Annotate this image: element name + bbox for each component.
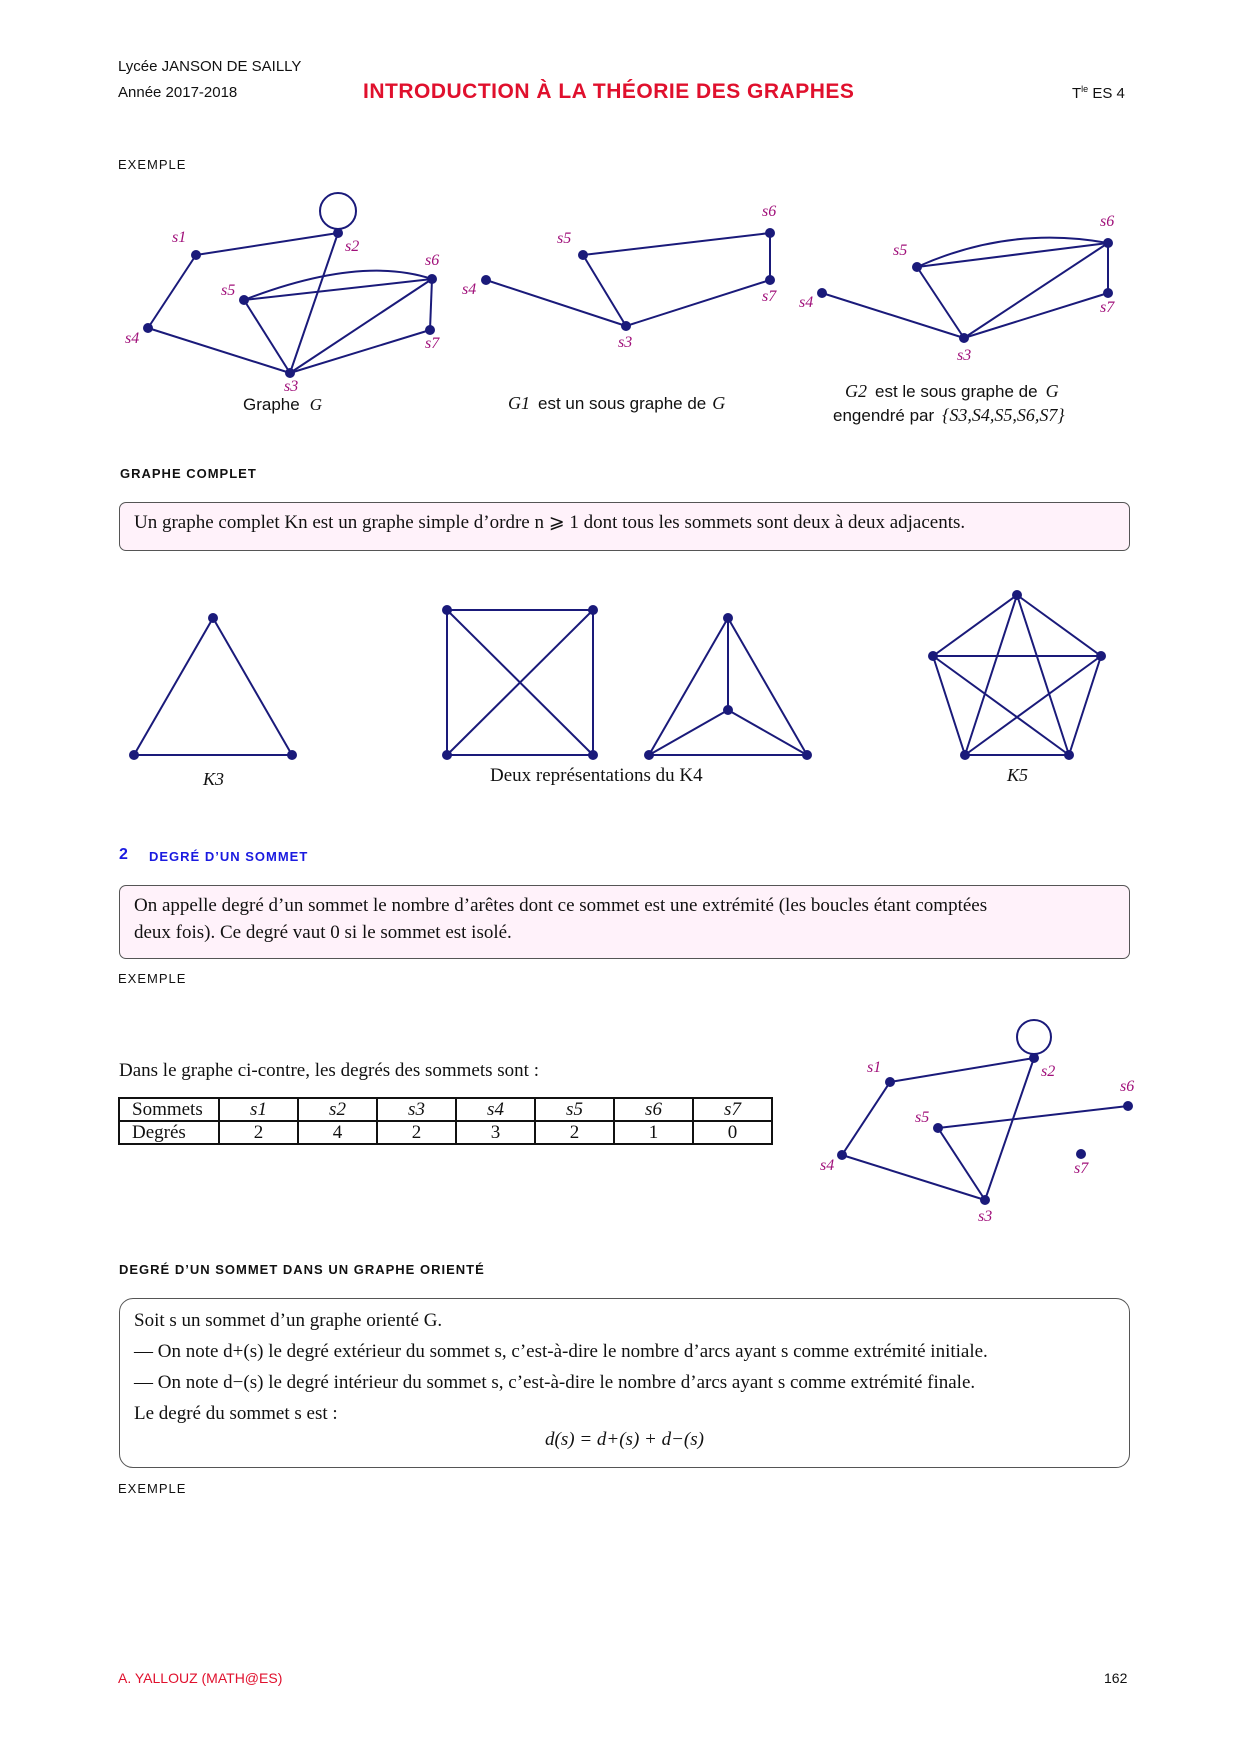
table-cell: s3 bbox=[377, 1098, 456, 1121]
complete-graph-definition-box bbox=[119, 502, 1130, 551]
school-year: Année 2017-2018 bbox=[118, 84, 238, 101]
vertex-label: s2 bbox=[1041, 1063, 1056, 1080]
complete-graph-figures bbox=[0, 580, 1240, 800]
table-header-cell: Degrés bbox=[119, 1121, 219, 1144]
caption-graph-g2-line1: G2 est le sous graphe de G bbox=[845, 381, 1059, 401]
oriented-line4: Le degré du sommet s est : bbox=[134, 1403, 338, 1424]
vertex-label: s4 bbox=[462, 281, 477, 298]
vertex-label: s4 bbox=[820, 1157, 835, 1174]
oriented-line2: — On note d+(s) le degré extérieur du sommet s, c’est-à-dire le nombre d’arcs ayant s comme extrémité initiale. bbox=[134, 1341, 988, 1362]
degree-example-graph bbox=[0, 1010, 1240, 1230]
class-label: $T^{le}$ ES 4 bbox=[1072, 84, 1125, 102]
complete-graph-definition: Un graphe complet Kn est un graphe simple d’ordre n ⩾ 1 dont tous les sommets sont deux à deux adjacents. bbox=[134, 512, 966, 533]
complete-graph-heading: GRAPHE COMPLET bbox=[120, 466, 257, 481]
table-cell: 3 bbox=[456, 1121, 535, 1144]
caption-k4: Deux représentations du K4 bbox=[490, 765, 703, 786]
vertex-label: s4 bbox=[125, 330, 140, 347]
table-cell: s1 bbox=[219, 1098, 298, 1121]
table-cell: 2 bbox=[535, 1121, 614, 1144]
vertex-label: s1 bbox=[867, 1059, 882, 1076]
vertex-label: s7 bbox=[762, 288, 777, 305]
vertex-label: s7 bbox=[1100, 299, 1115, 316]
vertex-label: s3 bbox=[618, 334, 633, 351]
table-cell: s2 bbox=[298, 1098, 377, 1121]
vertex-label: s6 bbox=[762, 203, 777, 220]
vertex-label: s3 bbox=[978, 1208, 993, 1225]
vertex-label: s3 bbox=[284, 378, 299, 395]
vertex-label: s1 bbox=[172, 229, 187, 246]
table-header-cell: Sommets bbox=[119, 1098, 219, 1121]
table-cell: s5 bbox=[535, 1098, 614, 1121]
caption-graph-g: Graphe G bbox=[243, 395, 322, 414]
oriented-heading: DEGRÉ D’UN SOMMET DANS UN GRAPHE ORIENTÉ bbox=[119, 1262, 485, 1277]
example-heading-2: EXEMPLE bbox=[118, 971, 187, 986]
oriented-line1: Soit s un sommet d’un graphe orienté G. bbox=[134, 1310, 443, 1331]
vertex-label: s6 bbox=[1120, 1078, 1135, 1095]
table-cell: s7 bbox=[693, 1098, 772, 1121]
page-number: 162 bbox=[1104, 1670, 1128, 1686]
example-heading-3: EXEMPLE bbox=[118, 1481, 187, 1496]
degree-definition-box bbox=[119, 885, 1130, 959]
vertex-label: s4 bbox=[799, 294, 814, 311]
degree-intro: Dans le graphe ci-contre, les degrés des sommets sont : bbox=[119, 1060, 539, 1081]
section-number: 2 bbox=[119, 846, 128, 863]
degree-definition-line1: On appelle degré d’un sommet le nombre d’arêtes dont ce sommet est une extrémité (les boucles étant comptées bbox=[134, 895, 988, 916]
vertex-label: s6 bbox=[425, 252, 440, 269]
vertex-label: s2 bbox=[345, 238, 360, 255]
vertex-label: s5 bbox=[915, 1109, 930, 1126]
vertex-label: s5 bbox=[893, 242, 908, 259]
table-cell: 2 bbox=[219, 1121, 298, 1144]
caption-k5: K5 bbox=[1007, 765, 1029, 785]
footer-author: A. YALLOUZ (MATH@ES) bbox=[118, 1670, 283, 1686]
table-cell: s6 bbox=[614, 1098, 693, 1121]
oriented-definition-box bbox=[119, 1298, 1130, 1468]
caption-graph-g1: G1 est un sous graphe de G bbox=[508, 393, 726, 413]
degree-definition-line2: deux fois). Ce degré vaut 0 si le sommet est isolé. bbox=[134, 922, 512, 943]
table-cell: 4 bbox=[298, 1121, 377, 1144]
vertex-label: s5 bbox=[557, 230, 572, 247]
table-cell: s4 bbox=[456, 1098, 535, 1121]
caption-graph-g2-line2: engendré par {S3,S4,S5,S6,S7} bbox=[833, 405, 1065, 425]
school-name: Lycée JANSON DE SAILLY bbox=[118, 58, 302, 75]
vertex-label: s3 bbox=[957, 347, 972, 364]
table-cell: 0 bbox=[693, 1121, 772, 1144]
table-cell: 1 bbox=[614, 1121, 693, 1144]
vertex-label: s5 bbox=[221, 282, 236, 299]
vertex-label: s6 bbox=[1100, 213, 1115, 230]
degree-formula: d(s) = d+(s) + d−(s) bbox=[545, 1429, 704, 1450]
section-title: DEGRÉ D’UN SOMMET bbox=[149, 849, 309, 864]
page-title: INTRODUCTION À LA THÉORIE DES GRAPHES bbox=[363, 80, 855, 103]
vertex-label: s7 bbox=[425, 335, 440, 352]
oriented-line3: — On note d−(s) le degré intérieur du sommet s, c’est-à-dire le nombre d’arcs ayant s comme extrémité finale. bbox=[134, 1372, 976, 1393]
example-heading-1: EXEMPLE bbox=[118, 157, 187, 172]
caption-k3: K3 bbox=[203, 769, 225, 789]
vertex-label: s7 bbox=[1074, 1160, 1089, 1177]
table-cell: 2 bbox=[377, 1121, 456, 1144]
subgraph-figures bbox=[0, 180, 1240, 440]
